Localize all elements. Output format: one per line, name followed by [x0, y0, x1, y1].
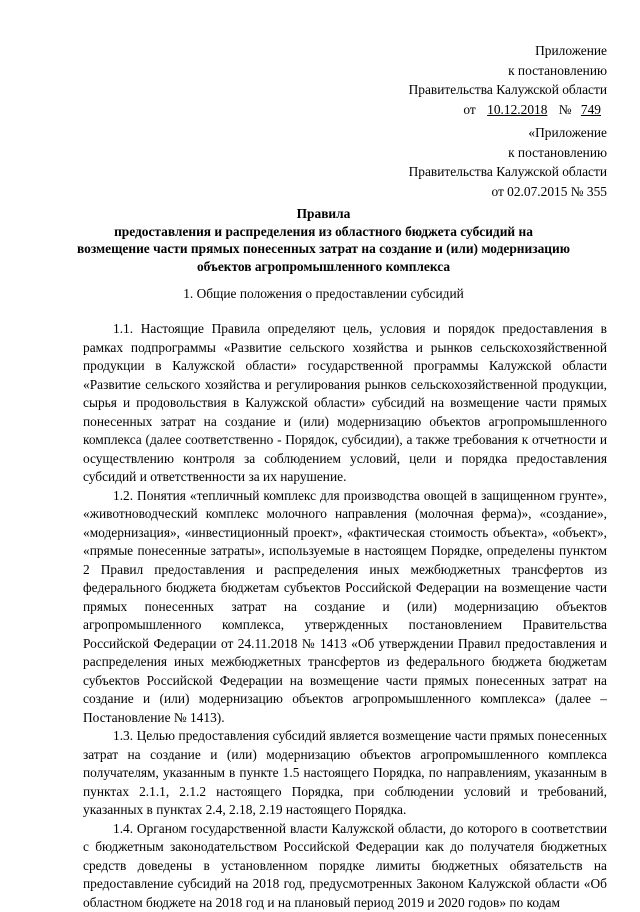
resolution-number: 749: [575, 102, 607, 117]
title-line: предоставления и распределения из областного бюджета субсидий на: [40, 223, 607, 241]
appendix-header-old: [409, 123, 607, 201]
resolution-date: 10.12.2018: [479, 102, 555, 117]
document-body: [83, 320, 607, 912]
appendix-header-new: [409, 41, 607, 119]
old-appendix-label: «Приложение: [409, 123, 607, 143]
paragraph-1-4: 1.4. Органом государственной власти Калужской области, до которого в соответствии с бюджетным законодательством Российской Федерации как до получателя бюджетных средств доведены в установленном порядке лимиты бюджетных обязательств на предоставление субсидий на 2018 год, предусмотренных Законом Калужской области «Об областном бюджете на 2018 год и на плановый период 2019 и 2020 годов» по кодам: [83, 820, 607, 912]
section-title: 1. Общие положения о предоставлении субсидий: [40, 286, 607, 302]
paragraph-1-2: 1.2. Понятия «тепличный комплекс для производства овощей в защищенном грунте», «животноводческий комплекс молочного направления (молочная ферма)», «создание», «модернизация», «инвестиционный проект», «фактическая стоимость объекта», «объект», «прямые понесенные затраты», используемые в настоящем Порядке, определены пунктом 2 Правил предоставления и распределения иных межбюджетных трансфертов из федерального бюджета бюджетам субъектов Российской Федерации на возмещение части прямых понесенных затрат на создание и (или) модернизацию объектов агропромышленного комплекса, утвержденных постановлением Правительства Российской Федерации от 24.11.2018 № 1413 «Об утверждении Правил предоставления и распределения иных межбюджетных трансфертов из федерального бюджета бюджетам субъектов Российской Федерации на возмещение части прямых понесенных затрат на создание и (или) модернизацию объектов агропромышленного комплекса» (далее – Постановление № 1413).: [83, 487, 607, 728]
old-appendix-date-number: от 02.07.2015 № 355: [409, 182, 607, 202]
title-line: объектов агропромышленного комплекса: [40, 258, 607, 276]
appendix-date-number: [409, 100, 607, 120]
appendix-label: Приложение: [409, 41, 607, 61]
appendix-resolution-label: к постановлению: [409, 61, 607, 81]
number-sign: №: [559, 102, 572, 117]
paragraph-1-1: 1.1. Настоящие Правила определяют цель, условия и порядок предоставления в рамках подпрограммы «Развитие сельского хозяйства и рынков сельскохозяйственной продукции в Калужской области» государственной программы Калужской области «Развитие сельского хозяйства и регулирования рынков сельскохозяйственной продукции, сырья и продовольствия в Калужской области» субсидий на возмещение части прямых понесенных затрат на создание и (или) модернизацию объектов агропромышленного комплекса (далее соответственно - Порядок, субсидии), а также требования к отчетности и осуществлению контроля за соблюдением условий, цели и порядка предоставления субсидий и ответственности за их нарушение.: [83, 320, 607, 487]
title-line: возмещение части прямых понесенных затрат на создание и (или) модернизацию: [40, 240, 607, 258]
document-title: [40, 205, 607, 275]
appendix-government-label: Правительства Калужской области: [409, 80, 607, 100]
from-label: от: [463, 102, 475, 117]
paragraph-1-3: 1.3. Целью предоставления субсидий является возмещение части прямых понесенных затрат на создание и (или) модернизацию объектов агропромышленного комплекса получателям, указанным в пункте 1.5 настоящего Порядка, по направлениям, указанным в пунктах 2.1.1, 2.1.2 настоящего Порядка, при соблюдении условий и требований, указанных в пунктах 2.4, 2.18, 2.19 настоящего Порядка.: [83, 727, 607, 820]
title-line: Правила: [40, 205, 607, 223]
old-appendix-government-label: Правительства Калужской области: [409, 162, 607, 182]
old-appendix-resolution-label: к постановлению: [409, 143, 607, 163]
